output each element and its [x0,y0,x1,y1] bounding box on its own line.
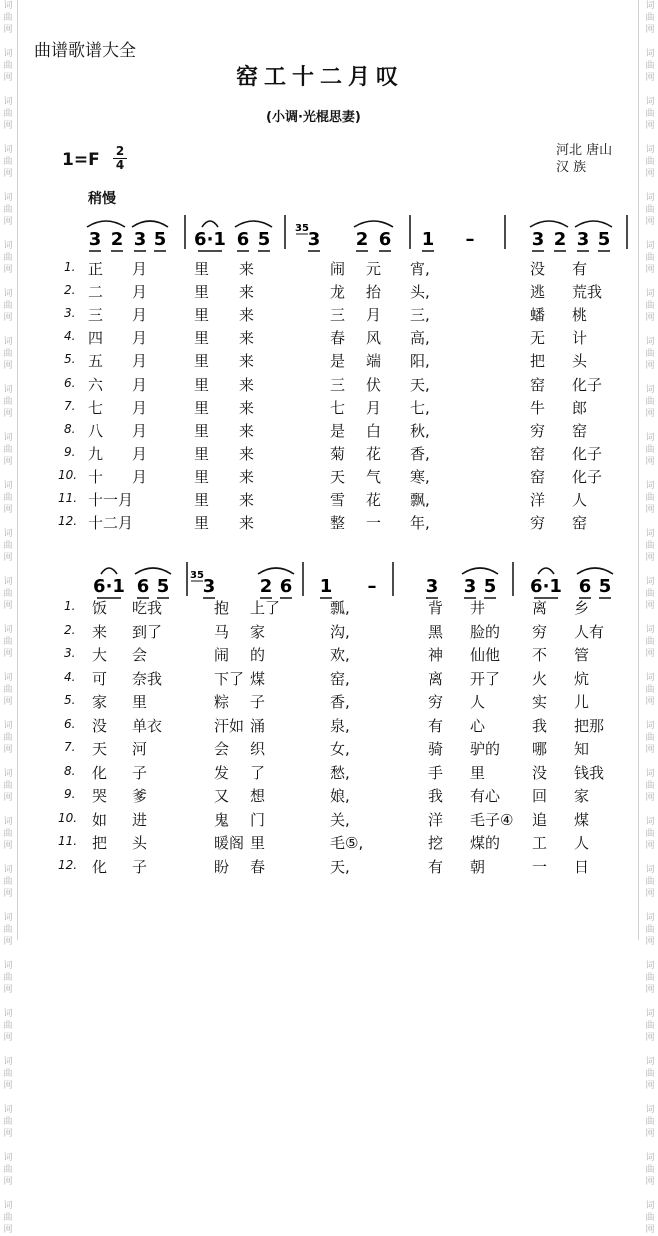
verse-number: 6. [64,375,76,390]
lyric-word: 沟, [330,622,350,641]
lyric-word: 来 [239,329,255,348]
lyric-word: 实 [532,693,548,711]
tempo-marking: 稍慢 [88,191,116,207]
lyric-word: 我 [532,716,548,735]
lyric-word: 来 [239,444,255,463]
verse-number: 2. [64,622,76,637]
lyric-word: 知 [574,740,590,758]
lyric-word: 手 [428,763,444,782]
lyric-word: 人 [574,834,590,852]
lyric-word: 来 [239,398,255,417]
lyric-word: 煤 [574,810,590,829]
slur [538,568,554,574]
lyric-word: 元 [366,260,382,278]
lyric-word: 里 [194,283,210,302]
lyric-word: 来 [239,352,255,371]
lyric-word: 煤 [250,669,266,688]
lyric-word: 爹 [132,787,148,805]
lyric-word: 人 [470,693,486,711]
lyric-word: 窑 [572,421,588,440]
lyric-word: 里 [470,763,486,782]
note: 3 [463,576,477,597]
lyric-word: 月 [366,398,382,417]
lyric-word: 里 [194,306,210,325]
lyric-word: 离 [428,669,444,688]
verse-number: 7. [64,740,76,754]
lyric-word: 火 [532,669,548,688]
lyric-word: 发 [214,763,230,782]
lyric-word: 穷 [530,421,546,440]
lyric-word: 十二月 [88,514,134,533]
verse-number: 9. [64,444,76,459]
lyric-word: 黑 [428,622,444,641]
note: 1 [319,576,333,597]
verse-number: 3. [64,646,76,660]
lyric-word: 欢, [330,646,350,664]
lyric-word: 日 [574,857,590,876]
note: 3 [88,229,102,250]
slur [575,221,612,227]
lyric-word: 天, [410,375,430,394]
lyric-word: 二 [88,283,104,302]
lyric-word: 子 [250,693,266,711]
lyric-word: 窑 [530,375,546,394]
lyric-word: 的 [250,646,266,664]
lyric-word: 井 [470,599,486,617]
slur [101,568,117,574]
lyric-word: 开了 [470,669,501,688]
verse-number: 12. [58,857,78,872]
note: 5 [483,576,497,597]
lyric-word: 十 [88,467,104,486]
lyric-word: 乡 [574,599,590,617]
note: 3 [425,576,439,597]
lyric-word: 炕 [574,669,590,688]
lyric-word: 七, [410,398,430,417]
slur [235,221,272,227]
lyric-word: 想 [250,787,266,805]
lyric-word: 了 [250,763,266,782]
lyric-word: 头, [410,283,430,302]
lyric-word: 宵, [410,260,430,278]
lyric-word: 头 [132,834,148,852]
note: 6 [378,229,392,250]
lyric-word: 脸的 [470,622,501,641]
lyric-word: 天, [330,857,350,876]
lyric-word: 闹 [214,646,230,664]
note: 5 [598,576,612,597]
lyric-word: 暖阁 [214,834,245,852]
lyric-word: 四 [88,329,104,348]
lyric-word: 是 [330,421,346,440]
lyric-word: 河 [132,740,148,758]
watermark-right: 词 曲 网 词 曲 网 词 曲 网 词 曲 网 词 曲 网 词 曲 网 词 曲 网 词 曲 网 词 曲 网 词 曲 网 词 曲 网 词 曲 网 词 曲 网 词 曲 网 词 曲 网 词 曲 网 词 曲 网 词 曲 网 词 曲 网 词 曲 网 词 曲 网 词 曲 网 词 曲 网 词 曲 网 词 曲 网 词 曲 网 [645,1,655,1235]
lyric-word: 工 [532,834,548,852]
lyric-word: 来 [239,283,255,302]
lyric-word: 骑 [428,740,444,758]
note: 6 [136,576,150,597]
lyric-word: 洋 [428,810,444,829]
lyric-word: 儿 [574,693,590,711]
lyric-word: 吃我 [132,599,163,617]
note: 3 [531,229,545,250]
lyric-word: 月 [132,467,148,486]
lyric-word: 来 [239,260,255,278]
note: 5 [156,576,170,597]
lyric-word: 里 [194,260,210,278]
origin-region: 河北 唐山 [556,143,613,158]
song-title: 窑工十二月叹 [236,65,405,90]
lyric-word: 月 [132,421,148,440]
slur [530,221,568,227]
lyric-word: 有心 [470,787,501,805]
lyric-word: 有 [428,857,444,876]
note: 5 [153,229,167,250]
verse-number: 11. [58,834,78,848]
lyric-word: 里 [194,329,210,348]
site-label: 曲谱歌谱大全 [34,41,136,61]
song-subtitle: (小调·光棍思妻) [266,110,361,125]
lyric-word: 里 [132,693,148,711]
lyric-word: 飘, [410,491,430,509]
lyric-word: 牛 [530,398,546,417]
note: 6 [279,576,293,597]
lyric-word: 月 [132,375,148,394]
verse-number: 8. [64,763,76,778]
lyric-word: 穷 [428,693,444,711]
lyric-word: 春 [250,857,266,876]
slur [577,568,613,574]
lyric-word: 三 [330,375,346,394]
lyric-word: 无 [530,329,546,348]
lyric-word: 八 [88,421,104,440]
lyric-word: 人 [572,491,588,509]
lyric-word: 窑 [530,467,546,486]
key-signature: 1=F [62,150,100,170]
verse-number: 10. [58,810,78,825]
lyric-word: 瓢, [330,599,350,617]
lyric-word: 雪 [330,491,346,509]
note: 2 [110,229,124,250]
lyric-word: 月 [366,306,382,325]
lyric-word: 盼 [214,857,230,876]
lyric-word: 泉, [330,716,350,735]
verse-number: 10. [58,467,78,482]
lyric-word: 大 [92,646,108,664]
lyric-word: 七 [330,398,346,417]
lyric-word: 里 [194,421,210,440]
lyric-word: 气 [366,467,382,486]
lyric-word: 家 [250,622,266,641]
verse-number: 3. [64,306,76,321]
note: 2 [553,229,567,250]
lyric-word: 里 [194,352,210,371]
note: 3 [576,229,590,250]
lyric-word: 家 [574,787,590,805]
time-signature-bottom: 4 [113,158,127,172]
lyric-word: 单衣 [132,716,163,735]
lyric-word: 荒我 [572,283,603,302]
slur [258,568,294,574]
lyric-word: 来 [239,491,255,509]
lyric-word: 娘, [330,787,350,805]
lyric-word: 蟠 [530,306,546,325]
lyric-word: 上了 [250,599,281,617]
note: – [465,229,475,250]
lyric-word: 女, [330,740,350,758]
verse-number: 12. [58,514,78,529]
lyric-word: 没 [532,763,548,782]
verse-number: 8. [64,421,76,436]
lyric-word: 三 [330,306,346,325]
lyric-word: 里 [194,444,210,463]
lyric-word: 花 [366,491,382,509]
lyric-word: 粽 [214,693,230,711]
lyric-word: 没 [92,716,108,735]
lyric-word: 月 [132,306,148,325]
lyric-word: 驴的 [470,740,501,758]
lyric-word: 年, [410,514,430,533]
lyric-word: 到了 [132,622,163,641]
lyric-word: 是 [330,352,346,371]
lyric-word: 进 [132,810,148,829]
lyric-word: 月 [132,444,148,463]
lyric-word: 抬 [366,283,382,302]
lyric-word: 朝 [470,857,486,876]
lyric-word: 门 [250,810,266,829]
verse-number: 11. [58,491,78,505]
lyric-word: 不 [532,646,548,664]
lyric-word: 九 [88,444,104,463]
lyric-word: 整 [330,514,346,533]
verse-number: 7. [64,398,76,413]
note: 3 [307,229,321,250]
lyric-word: 三, [410,306,430,325]
lyric-word: 没 [530,260,546,278]
lyric-word: 龙 [330,283,346,302]
lyric-word: 如 [92,810,108,829]
note: 5 [257,229,271,250]
slur [354,221,393,227]
slur [87,221,125,227]
lyric-word: 把 [530,352,546,371]
lyric-word: 煤的 [470,834,501,852]
verse-number: 5. [64,352,76,367]
lyric-word: 织 [250,740,266,758]
lyric-word: 化子 [572,375,603,394]
lyric-word: 计 [572,329,588,348]
lyric-word: 寒, [410,467,430,486]
lyric-word: 化 [92,857,108,876]
lyric-word: 窑 [530,444,546,463]
note: 2 [259,576,273,597]
note: 1 [421,229,435,250]
lyric-word: 里 [250,834,266,852]
lyric-word: 回 [532,787,548,805]
slur [132,221,168,227]
slur [135,568,171,574]
lyric-word: 五 [88,352,104,371]
slur [462,568,498,574]
lyric-word: 菊 [330,444,346,463]
lyric-word: 会 [132,646,148,664]
lyric-word: 来 [239,375,255,394]
lyric-word: 里 [194,375,210,394]
lyric-word: 有 [572,260,588,278]
lyric-word: 月 [132,398,148,417]
lyric-word: 月 [132,329,148,348]
lyric-word: 毛⑤, [330,834,364,852]
lyric-word: 逃 [530,283,546,302]
lyric-word: 挖 [428,834,444,852]
lyric-word: 天 [92,740,108,758]
lyric-word: 月 [132,283,148,302]
lyric-word: 端 [366,352,382,371]
lyric-word: 来 [239,514,255,533]
lyric-word: 子 [132,763,148,782]
lyric-word: 化子 [572,467,603,486]
lyric-word: 哪 [532,740,548,758]
lyric-word: 神 [428,646,444,664]
lyric-word: 头 [572,352,588,371]
note: 6 [236,229,250,250]
verse-number: 4. [64,669,76,684]
lyric-word: 秋, [410,421,430,440]
lyric-word: 窑, [330,669,350,688]
lyric-word: 一 [532,857,548,876]
lyric-word: 来 [239,306,255,325]
lyric-word: 抱 [214,599,230,617]
note: – [367,576,377,597]
lyric-word: 饭 [92,599,108,617]
lyric-word: 天 [330,467,346,486]
lyric-word: 人有 [574,622,605,641]
lyric-word: 窑 [572,514,588,533]
lyric-word: 春 [330,329,346,348]
lyric-word: 有 [428,716,444,735]
lyric-word: 来 [239,467,255,486]
lyric-word: 关, [330,810,350,829]
note: 2 [355,229,369,250]
verse-number: 1. [64,260,76,274]
lyric-word: 风 [366,329,382,348]
lyric-word: 里 [194,514,210,533]
note: 6·1 [530,576,562,597]
lyric-word: 家 [92,693,108,711]
verse-number: 6. [64,716,76,731]
lyric-word: 奈我 [132,669,163,688]
lyric-word: 可 [92,669,108,688]
lyric-word: 化子 [572,444,603,463]
verse-number: 4. [64,329,76,344]
grace-notes: 35 [295,223,309,234]
lyric-word: 毛子④ [470,810,514,829]
note: 3 [133,229,147,250]
lyric-word: 追 [532,810,548,829]
lyric-word: 会 [214,740,230,758]
lyric-word: 闹 [330,260,346,278]
lyric-word: 白 [366,421,382,440]
lyric-word: 背 [428,599,444,617]
note: 3 [202,576,216,597]
lyric-word: 心 [470,716,486,735]
verse-number: 1. [64,599,76,613]
lyric-word: 郎 [572,398,588,417]
lyric-word: 香, [410,444,430,463]
lyric-word: 把那 [574,716,605,735]
lyric-word: 钱我 [574,763,605,782]
lyric-word: 十一月 [88,491,134,509]
lyric-word: 下了 [214,669,245,688]
lyric-word: 穷 [530,514,546,533]
lyric-word: 一 [366,514,382,533]
lyric-word: 汗如 [214,716,245,735]
lyric-word: 又 [214,787,230,805]
lyric-word: 洋 [530,491,546,509]
lyric-word: 仙他 [470,646,501,664]
lyric-word: 月 [132,260,148,278]
lyric-word: 子 [132,857,148,876]
lyric-word: 里 [194,491,210,509]
lyric-word: 桃 [572,306,588,325]
verse-number: 9. [64,787,76,801]
lyric-word: 管 [574,646,590,664]
time-signature-top: 2 [115,144,125,158]
lyric-word: 阳, [410,352,430,371]
lyric-word: 三 [88,306,104,325]
origin-ethnicity: 汉 族 [556,160,587,175]
note: 6·1 [93,576,125,597]
verse-number: 5. [64,693,76,707]
watermark-left: 词 曲 网 词 曲 网 词 曲 网 词 曲 网 词 曲 网 词 曲 网 词 曲 网 词 曲 网 词 曲 网 词 曲 网 词 曲 网 词 曲 网 词 曲 网 词 曲 网 词 曲 网 词 曲 网 词 曲 网 词 曲 网 词 曲 网 词 曲 网 词 曲 网 词 曲 网 词 曲 网 词 曲 网 词 曲 网 词 曲 网 [3,1,13,1235]
lyric-word: 穷 [532,622,548,641]
lyric-word: 鬼 [214,810,230,829]
grace-notes: 35 [190,570,204,581]
verse-number: 2. [64,283,76,298]
lyric-word: 月 [132,352,148,371]
note: 6·1 [194,229,226,250]
lyric-word: 来 [92,622,108,641]
lyric-word: 我 [428,787,444,805]
lyric-word: 离 [532,599,548,617]
lyric-word: 香, [330,693,350,711]
lyric-word: 花 [366,444,382,463]
lyric-word: 高, [410,329,430,348]
lyric-word: 伏 [366,375,382,394]
lyric-word: 里 [194,398,210,417]
note: 6 [578,576,592,597]
lyric-word: 六 [88,375,104,394]
lyric-word: 里 [194,467,210,486]
note: 5 [597,229,611,250]
lyric-word: 愁, [330,763,350,782]
lyric-word: 来 [239,421,255,440]
lyric-word: 哭 [92,787,108,805]
lyric-word: 正 [88,260,104,278]
lyric-word: 把 [92,834,108,852]
slur [202,221,218,227]
lyric-word: 化 [92,763,108,782]
lyric-word: 马 [214,622,230,641]
lyric-word: 七 [88,398,104,417]
lyric-word: 涌 [250,716,266,735]
